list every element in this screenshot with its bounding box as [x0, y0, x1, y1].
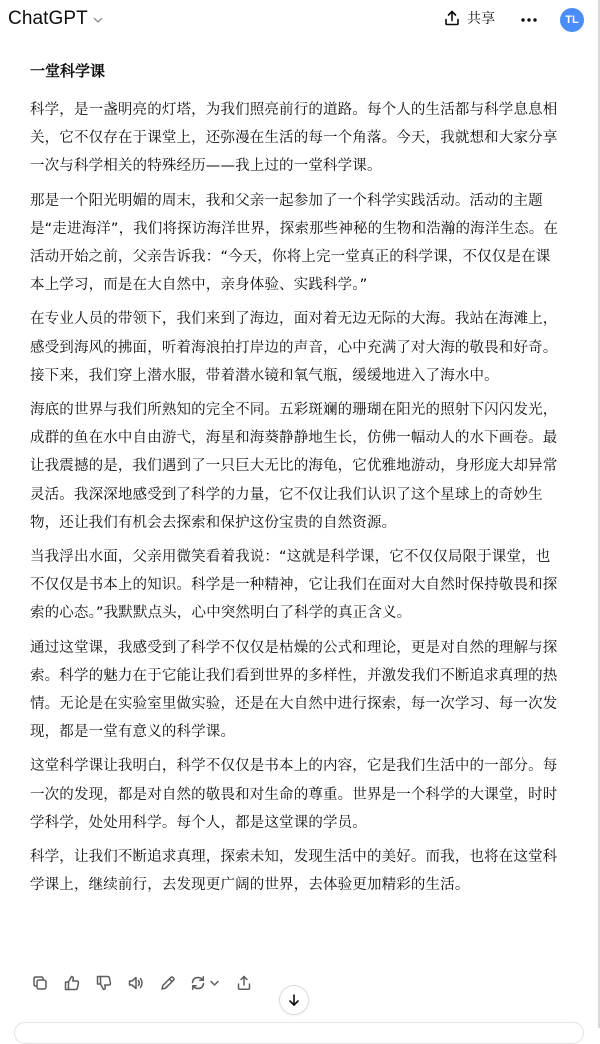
message-actions [29, 972, 255, 994]
share-message-button[interactable] [233, 972, 255, 994]
regenerate-icon [189, 974, 223, 992]
message-paragraph: 当我浮出水面，父亲用微笑看着我说：“这就是科学课，它不仅仅局限于课堂，也不仅仅是书本上的知识。科学是一种精神，它让我们在面对大自然时保持敬畏和探索的心态。”我默默点头，心中突然明白了科学的真正含义。 [30, 549, 558, 622]
message-paragraph: 这堂科学课让我明白，科学不仅仅是书本上的内容，它是我们生活中的一部分。每一次的发现，都是对自然的敬畏和对生命的尊重。世界是一个科学的大课堂，时时学科学，处处用科学。每个人，都是这堂课的学员。 [30, 758, 558, 831]
model-selector[interactable] [8, 8, 104, 30]
message-paragraph: 科学，让我们不断追求真理，探索未知，发现生活中的美好。而我，也将在这堂科学课上，继续前行，去发现更广阔的世界，去体验更加精彩的生活。 [30, 849, 558, 894]
edit-button[interactable] [157, 972, 179, 994]
edit-icon [159, 974, 177, 992]
message-paragraph: 通过这堂课，我感受到了科学不仅仅是枯燥的公式和理论，更是对自然的理解与探索。科学的魅力在于它能让我们看到世界的多样性，并激发我们不断追求真理的热情。无论是在实验室里做实验，还是在大自然中进行探索，每一次学习、每一次发现，都是一堂有意义的科学课。 [30, 639, 558, 741]
share-button[interactable] [443, 8, 495, 28]
app-title: ChatGPT [8, 8, 88, 29]
assistant-message [30, 60, 560, 905]
thumbs-down-button[interactable] [93, 972, 115, 994]
chevron-down-icon [92, 14, 104, 26]
scroll-to-bottom-button[interactable] [279, 985, 309, 1015]
top-bar [0, 0, 600, 40]
article-title: 一堂科学课 [30, 62, 106, 80]
message-paragraph: 科学，是一盏明亮的灯塔，为我们照亮前行的道路。每个人的生活都与科学息息相关，它不仅存在于课堂上，还弥漫在生活的每一个角落。今天，我就想和大家分享一次与科学相关的特殊经历——我上过的一堂科学课。 [30, 102, 558, 175]
read-aloud-icon [127, 974, 145, 992]
share-icon [235, 974, 253, 992]
thumbs-up-icon [63, 974, 81, 992]
ellipsis-icon [520, 17, 538, 23]
thumbs-up-button[interactable] [61, 972, 83, 994]
message-paragraph: 那是一个阳光明媚的周末，我和父亲一起参加了一个科学实践活动。活动的主题是“走进海洋”，我们将探访海洋世界，探索那些神秘的生物和浩瀚的海洋生态。在活动开始之前，父亲告诉我：“今天，你将上完一堂真正的科学课，不仅仅是在课本上学习，而是在大自然中，亲身体验、实践科学。” [30, 192, 559, 294]
thumbs-down-icon [95, 974, 113, 992]
share-label: 共享 [467, 11, 495, 27]
share-upload-icon [443, 9, 461, 27]
copy-button[interactable] [29, 972, 51, 994]
arrow-down-icon [287, 993, 301, 1007]
message-composer[interactable] [14, 1022, 584, 1044]
more-options-button[interactable] [518, 9, 540, 31]
copy-icon [31, 974, 49, 992]
read-aloud-button[interactable] [125, 972, 147, 994]
user-avatar[interactable]: TL [560, 8, 584, 32]
message-paragraph: 在专业人员的带领下，我们来到了海边，面对着无边无际的大海。我站在海滩上，感受到海风的拂面，听着海浪拍打岸边的声音，心中充满了对大海的敬畏和好奇。接下来，我们穿上潜水服，带着潜水镜和氧气瓶，缓缓地进入了海水中。 [30, 311, 558, 384]
message-paragraph: 海底的世界与我们所熟知的完全不同。五彩斑斓的珊瑚在阳光的照射下闪闪发光，成群的鱼在水中自由游弋，海星和海葵静静地生长，仿佛一幅动人的水下画卷。最让我震撼的是，我们遇到了一只巨大无比的海龟，它优雅地游动，身形庞大却异常灵活。我深深地感受到了科学的力量，它不仅让我们认识了这个星球上的奇妙生物，还让我们有机会去探索和保护这份宝贵的自然资源。 [30, 402, 558, 531]
regenerate-button[interactable] [189, 972, 223, 994]
